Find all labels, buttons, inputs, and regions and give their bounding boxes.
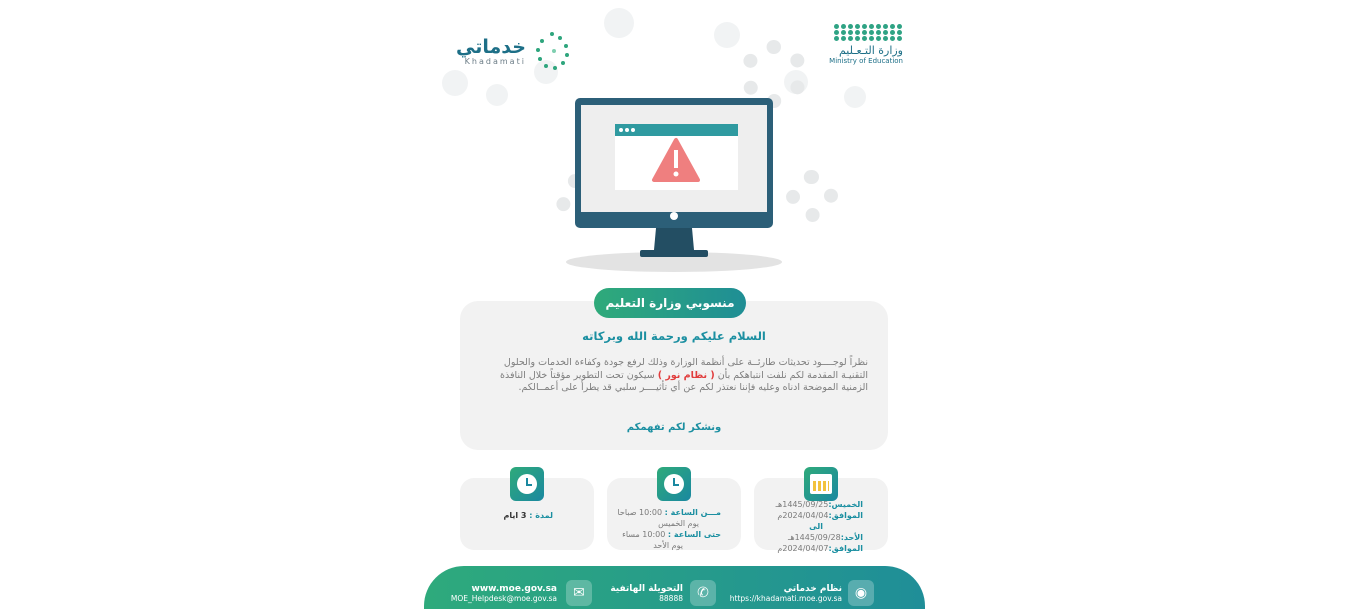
end-greg-line: الموافق:2024/04/07م bbox=[777, 544, 863, 553]
from-day-line: يوم الخميس bbox=[658, 519, 699, 528]
khadamati-title: نظام خدماتي bbox=[783, 584, 842, 594]
gear-icon bbox=[786, 170, 838, 222]
end-date-line: الأحد:1445/09/28هـ bbox=[788, 533, 863, 542]
khadamati-globe-icon: ◉ bbox=[848, 580, 874, 606]
bg-decoration bbox=[714, 22, 740, 48]
date-to-label: الى bbox=[809, 522, 823, 531]
calendar-icon bbox=[804, 467, 838, 501]
from-time-line: مـــن الساعة : 10:00 صباحا bbox=[617, 508, 721, 517]
bg-decoration bbox=[844, 86, 866, 108]
moe-logo-arabic: وزارة التـعـليم bbox=[838, 44, 903, 57]
mail-icon: ✉ bbox=[566, 580, 592, 606]
duration-line: لمدة : 3 ايام bbox=[503, 511, 553, 520]
clock-check-icon bbox=[657, 467, 691, 501]
helpdesk-email[interactable]: MOE_Helpdesk@moe.gov.sa bbox=[450, 594, 557, 603]
phone-contact bbox=[610, 584, 683, 603]
message-body bbox=[496, 357, 868, 395]
to-time-line: حتى الساعة : 10:00 مساء bbox=[622, 530, 721, 539]
audience-badge: منسوبي وزارة التعليم bbox=[594, 288, 746, 318]
greeting-text: السلام عليكم ورحمة الله وبركاته bbox=[582, 329, 766, 343]
system-name-highlight: ( نظام نور ) bbox=[657, 369, 715, 381]
message-body-after: سيكون تحت التطوير مؤقتاً خلال النافذة الزمنية الموضحة ادناه وعليه فإننا نعتذر لكم عن أي تأثيــــر سلبي قد يطرأ على أعمــالكم. bbox=[500, 369, 868, 393]
moe-logo-english: Ministry of Education bbox=[829, 57, 903, 65]
moe-logo-mark bbox=[823, 24, 903, 41]
bg-decoration bbox=[486, 84, 508, 106]
bg-decoration bbox=[604, 8, 634, 38]
phone-number: 88888 bbox=[659, 594, 683, 603]
thanks-text: ونشكر لكم تفهمكم bbox=[626, 422, 722, 433]
message-body-before: نظراً لوجــــود تحديثات طارئــة على أنظمة الوزارة وذلك لرفع جودة وكفاءة الخدمات والحلول التقنيـة المقدمة لكم نلفت انتباهكم بأن bbox=[503, 357, 868, 381]
phone-title: التحويلة الهاتفية bbox=[610, 584, 683, 594]
khadamati-logo-english: Khadamati bbox=[464, 56, 526, 66]
khadamati-logo-arabic: خدماتي bbox=[456, 35, 526, 58]
khadamati-logo bbox=[456, 30, 570, 72]
web-contact bbox=[451, 584, 557, 603]
contact-footer bbox=[424, 566, 925, 609]
web-url[interactable]: www.moe.gov.sa bbox=[471, 584, 557, 594]
start-date-line: الخميس:1445/09/25هـ bbox=[775, 500, 863, 509]
phone-icon: ✆ bbox=[690, 580, 716, 606]
announcement-poster bbox=[424, 0, 925, 609]
to-day-line: يوم الأحد bbox=[653, 541, 683, 550]
start-greg-line: الموافق:2024/04/04م bbox=[777, 511, 863, 520]
khadamati-url[interactable]: https://khadamati.moe.gov.sa bbox=[729, 594, 842, 603]
monitor-illustration bbox=[564, 96, 786, 276]
khadamati-mark-icon bbox=[534, 30, 570, 72]
bg-decoration bbox=[442, 70, 468, 96]
moe-logo bbox=[823, 24, 903, 65]
timer-icon bbox=[510, 467, 544, 501]
khadamati-contact bbox=[730, 584, 842, 603]
